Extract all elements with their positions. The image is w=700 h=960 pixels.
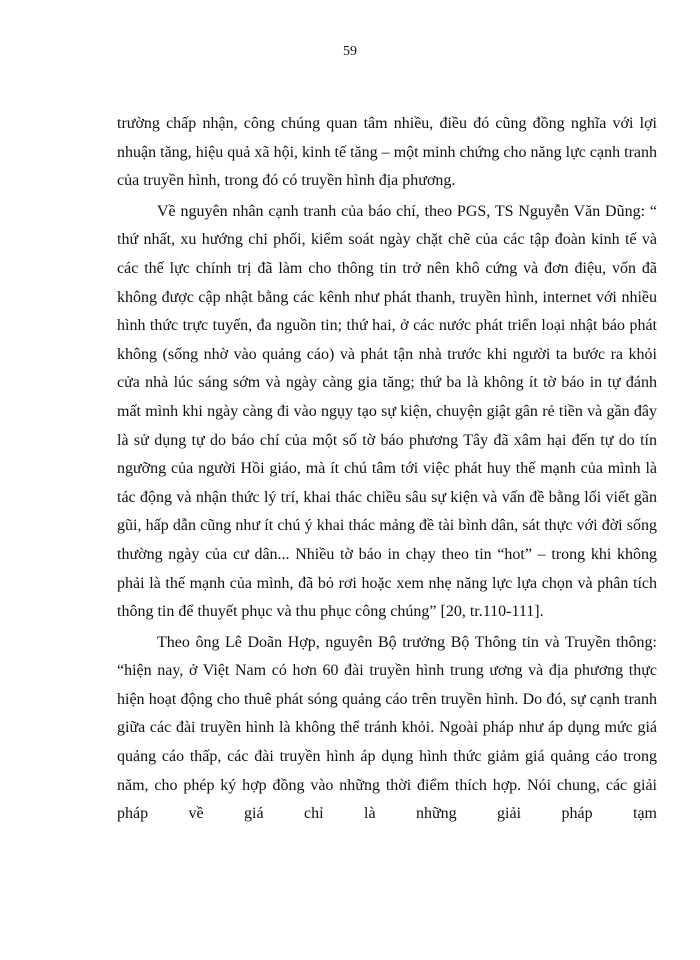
paragraph-press-competition-causes: Về nguyên nhân cạnh tranh của báo chí, theo PGS, TS Nguyễn Văn Dũng: “ thứ nhất, xu hướng chi phối, kiểm soát ngày chặt chẽ của các tập đoàn kinh tế và các thế lực chính trị đã làm cho thông tin trở nên khô cứng và đơn điệu, vốn đã không được cập nhật bằng các kênh như phát thanh, truyền hình, internet với nhiều hình thức trực tuyến, đa nguồn tin; thứ hai, ở các nước phát triển loại nhật báo phát không (sống nhờ vào quảng cáo) và phát tận nhà trước khi người ta bước ra khỏi cửa nhà lúc sáng sớm và ngày càng gia tăng; thứ ba là không ít tờ báo in tự đánh mất mình khi ngày càng đi vào ngụy tạo sự kiện, chuyện giật gân rẻ tiền và gần đây là sử dụng tự do báo chí của một số tờ báo phương Tây đã xâm hại đến tự do tín ngưỡng của người Hồi giáo, mà ít chú tâm tới việc phát huy thế mạnh của mình là tác động và nhận thức lý trí, khai thác chiều sâu sự kiện và vấn đề bằng lối viết gần gũi, hấp dẫn cũng như ít chú ý khai thác mảng đề tài bình dân, sát thực với đời sống thường ngày của cư dân... Nhiều tờ báo in chạy theo tin “hot” – trong khi không phải là thế mạnh của mình, đã bỏ rơi hoặc xem nhẹ năng lực lựa chọn và phân tích thông tin để thuyết phục và thu phục công chúng” [20, tr.110-111]. [117, 202, 657, 621]
page-number: 59 [343, 44, 357, 59]
paragraph-continuation: trường chấp nhận, công chúng quan tâm nhiều, điều đó cũng đồng nghĩa với lợi nhuận tăng, hiệu quả xã hội, kinh tế tăng – một minh chứng cho năng lực cạnh tranh của truyền hình, trong đó có truyền hình địa phương. [117, 115, 657, 190]
body-text [117, 110, 657, 829]
paragraph-le-doan-hop-quote: Theo ông Lê Doãn Hợp, nguyên Bộ trưởng Bộ Thông tin và Truyền thông: “hiện nay, ở Việt Nam có hơn 60 đài truyền hình trung ương và địa phương thực hiện hoạt động cho thuê phát sóng quảng cáo trên truyền hình. Do đó, sự cạnh tranh giữa các đài truyền hình là không thể tránh khỏi. Ngoài pháp như áp dụng mức giá quảng cáo thấp, các đài truyền hình áp dụng hình thức giảm giá quảng cáo trong năm, cho phép ký hợp đồng vào những thời điểm thích hợp. Nói chung, các giải pháp về giá chỉ là những giải pháp tạm [117, 633, 657, 823]
